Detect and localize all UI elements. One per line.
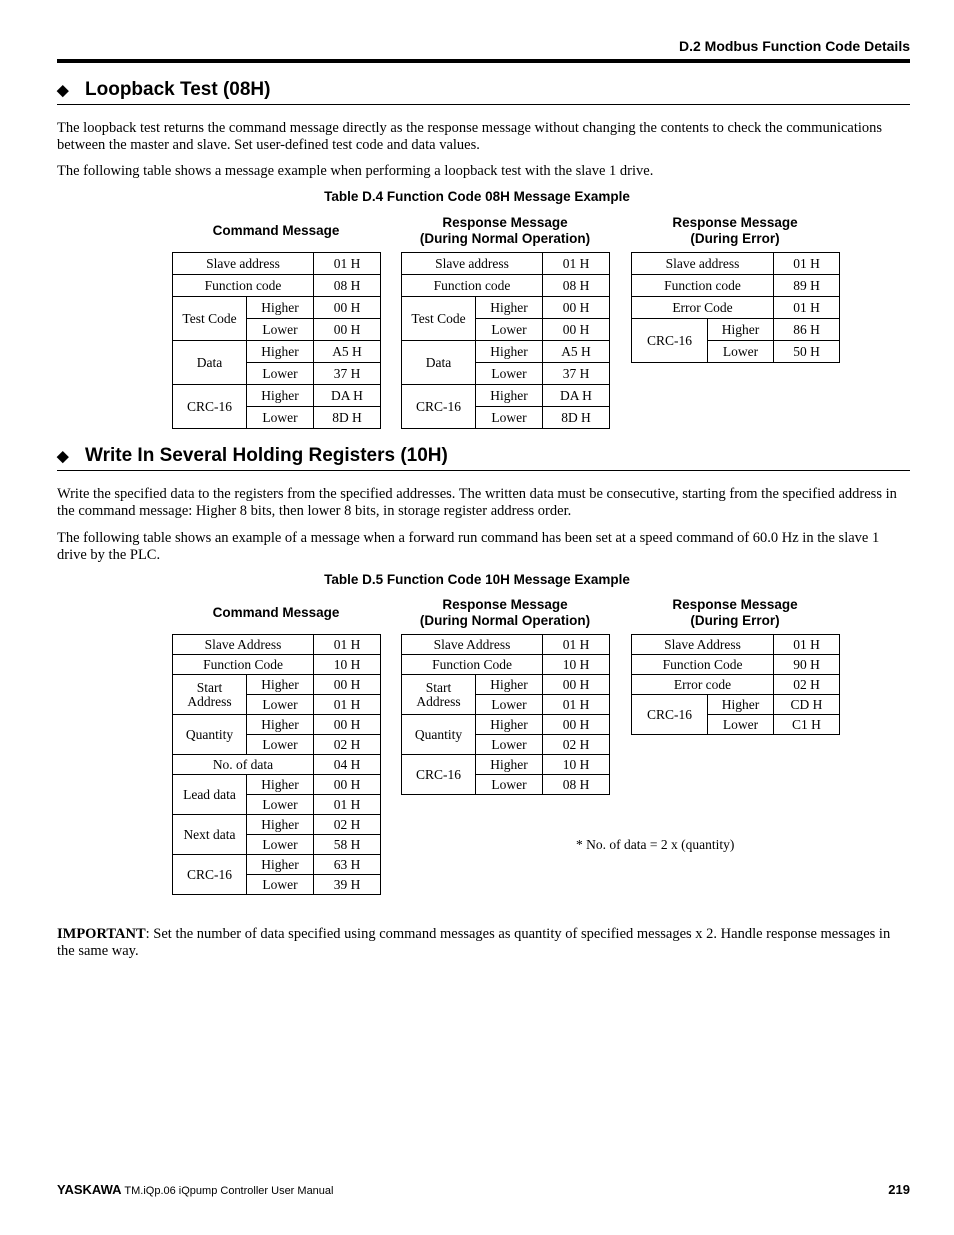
table-cell: Lower bbox=[476, 363, 543, 385]
table-cell: Lower bbox=[476, 407, 543, 429]
table-row bbox=[173, 385, 381, 407]
table-row bbox=[632, 253, 840, 275]
table-cell: Test Code bbox=[402, 297, 476, 341]
table-row bbox=[402, 675, 610, 695]
col-head-normal bbox=[401, 597, 609, 629]
table-row bbox=[402, 275, 610, 297]
table-cell: Lead data bbox=[173, 775, 247, 815]
col-head-error-line1: Response Message bbox=[672, 597, 798, 612]
table-cell: Higher bbox=[476, 675, 543, 695]
table-cell: Function code bbox=[173, 275, 314, 297]
table-row bbox=[402, 655, 610, 675]
table-cell: Start Address bbox=[173, 675, 247, 715]
table-cell: Error code bbox=[632, 675, 774, 695]
write-command-table bbox=[172, 634, 381, 895]
loopback-command-table bbox=[172, 252, 381, 429]
table-cell: Higher bbox=[476, 385, 543, 407]
table-row bbox=[632, 695, 840, 715]
table-cell: Higher bbox=[247, 385, 314, 407]
col-head-normal-line1: Response Message bbox=[442, 597, 568, 612]
table-cell: 00 H bbox=[314, 715, 381, 735]
table-cell: CD H bbox=[774, 695, 840, 715]
table-cell: Higher bbox=[476, 715, 543, 735]
table-cell: 04 H bbox=[314, 755, 381, 775]
table-row bbox=[173, 675, 381, 695]
table-cell: 89 H bbox=[774, 275, 840, 297]
table-cell: Higher bbox=[247, 815, 314, 835]
table-cell: Function code bbox=[402, 275, 543, 297]
table-cell: Slave Address bbox=[402, 635, 543, 655]
table-cell: Lower bbox=[247, 363, 314, 385]
table-cell: 00 H bbox=[314, 319, 381, 341]
table-cell: 58 H bbox=[314, 835, 381, 855]
table-cell: 00 H bbox=[543, 675, 610, 695]
table-cell: CRC-16 bbox=[402, 755, 476, 795]
table-cell: Data bbox=[173, 341, 247, 385]
table-cell: 01 H bbox=[314, 795, 381, 815]
table-cell: Function Code bbox=[173, 655, 314, 675]
running-header: D.2 Modbus Function Code Details bbox=[678, 38, 910, 54]
table-cell: 37 H bbox=[314, 363, 381, 385]
col-head-error-line2: (During Error) bbox=[690, 231, 780, 246]
loopback-paragraph-2: The following table shows a message example when performing a loopback test with the slave 1 drive. bbox=[57, 163, 654, 179]
loopback-normal-table bbox=[401, 252, 610, 429]
table-row bbox=[173, 755, 381, 775]
footer-brand: YASKAWA bbox=[57, 1182, 122, 1197]
table-cell: Slave address bbox=[632, 253, 774, 275]
write-heading-text: Write In Several Holding Registers (10H) bbox=[85, 445, 448, 466]
loopback-paragraph-1: The loopback test returns the command message directly as the response message without changing the contents to check the communications between the master and slave. Set user-defined test code and data values. bbox=[57, 120, 883, 153]
table-cell: Next data bbox=[173, 815, 247, 855]
table-row bbox=[632, 675, 840, 695]
table-cell: 63 H bbox=[314, 855, 381, 875]
table-cell: Higher bbox=[247, 855, 314, 875]
table-cell: 00 H bbox=[314, 775, 381, 795]
table-row bbox=[173, 297, 381, 319]
col-head-error-line2: (During Error) bbox=[690, 613, 780, 628]
important-text: : Set the number of data specified using command messages as quantity of specified messages x 2. Handle response messages in the same way. bbox=[57, 926, 891, 959]
table-cell: Higher bbox=[247, 715, 314, 735]
table-cell: 08 H bbox=[314, 275, 381, 297]
table-row bbox=[402, 253, 610, 275]
table-row bbox=[402, 755, 610, 775]
table-cell: 00 H bbox=[543, 715, 610, 735]
table-cell: 8D H bbox=[543, 407, 610, 429]
table-cell: 90 H bbox=[774, 655, 840, 675]
col-head-command: Command Message bbox=[212, 605, 340, 620]
table-cell: Slave Address bbox=[173, 635, 314, 655]
col-head-normal-line2: (During Normal Operation) bbox=[419, 231, 591, 246]
table-cell: No. of data bbox=[173, 755, 314, 775]
table-cell: 00 H bbox=[314, 675, 381, 695]
table-row bbox=[173, 635, 381, 655]
table-cell: Lower bbox=[247, 835, 314, 855]
col-head-normal-line1: Response Message bbox=[442, 215, 568, 230]
table-cell: 10 H bbox=[543, 655, 610, 675]
col-head-error bbox=[631, 597, 839, 629]
section-heading-loopback bbox=[57, 79, 910, 105]
table-cell: Lower bbox=[247, 875, 314, 895]
write-paragraph-2: The following table shows an example of a message when a forward run command has been set at a speed command of 60.0 Hz in the slave 1 drive by the PLC. bbox=[57, 530, 880, 563]
table-cell: C1 H bbox=[774, 715, 840, 735]
table-cell: DA H bbox=[314, 385, 381, 407]
table-row bbox=[173, 715, 381, 735]
table-row bbox=[402, 297, 610, 319]
table-row bbox=[173, 775, 381, 795]
table-cell: 50 H bbox=[774, 341, 840, 363]
table-caption-d4: Table D.4 Function Code 08H Message Example bbox=[324, 189, 630, 204]
col-head-normal bbox=[401, 215, 609, 247]
table-cell: 00 H bbox=[543, 297, 610, 319]
diamond-bullet-icon: ◆ bbox=[57, 82, 69, 99]
table-cell: 86 H bbox=[774, 319, 840, 341]
table-cell: 01 H bbox=[314, 253, 381, 275]
table-cell: Lower bbox=[247, 735, 314, 755]
table-caption-d5: Table D.5 Function Code 10H Message Example bbox=[324, 572, 630, 587]
table-cell: Higher bbox=[247, 675, 314, 695]
table-cell: 37 H bbox=[543, 363, 610, 385]
table-cell: Error Code bbox=[632, 297, 774, 319]
table-cell: Higher bbox=[476, 755, 543, 775]
table-cell: 02 H bbox=[314, 815, 381, 835]
table-cell: CRC-16 bbox=[173, 855, 247, 895]
table-cell: 01 H bbox=[774, 635, 840, 655]
page-number: 219 bbox=[888, 1182, 910, 1197]
table-cell: Test Code bbox=[173, 297, 247, 341]
table-cell: Function Code bbox=[632, 655, 774, 675]
section-heading-write bbox=[57, 445, 910, 471]
table-row bbox=[173, 275, 381, 297]
table-row bbox=[632, 297, 840, 319]
table-cell: 08 H bbox=[543, 775, 610, 795]
table-cell: 01 H bbox=[774, 297, 840, 319]
important-note bbox=[57, 926, 902, 960]
table-cell: Higher bbox=[247, 297, 314, 319]
table-cell: Slave Address bbox=[632, 635, 774, 655]
footer-manual: TM.iQp.06 iQpump Controller User Manual bbox=[121, 1185, 334, 1197]
table-row bbox=[402, 341, 610, 363]
table-cell: Lower bbox=[476, 775, 543, 795]
table-cell: CRC-16 bbox=[632, 695, 708, 735]
table-cell: CRC-16 bbox=[632, 319, 708, 363]
table-cell: Higher bbox=[476, 341, 543, 363]
table-cell: 02 H bbox=[543, 735, 610, 755]
table-cell: Lower bbox=[247, 695, 314, 715]
table-cell: Slave address bbox=[402, 253, 543, 275]
table-cell: Start Address bbox=[402, 675, 476, 715]
table-cell: Lower bbox=[247, 795, 314, 815]
col-head-error-line1: Response Message bbox=[672, 215, 798, 230]
table-row bbox=[173, 253, 381, 275]
table-cell: 01 H bbox=[314, 635, 381, 655]
table-cell: A5 H bbox=[314, 341, 381, 363]
table-cell: Lower bbox=[708, 715, 774, 735]
table-cell: Lower bbox=[708, 341, 774, 363]
table-cell: CRC-16 bbox=[173, 385, 247, 429]
table-cell: 01 H bbox=[543, 695, 610, 715]
table-cell: DA H bbox=[543, 385, 610, 407]
table-cell: 10 H bbox=[543, 755, 610, 775]
table-cell: Function code bbox=[632, 275, 774, 297]
table-cell: Data bbox=[402, 341, 476, 385]
table-cell: 02 H bbox=[314, 735, 381, 755]
table-row bbox=[173, 341, 381, 363]
table-cell: A5 H bbox=[543, 341, 610, 363]
table-cell: Lower bbox=[476, 735, 543, 755]
table-cell: Function Code bbox=[402, 655, 543, 675]
table-cell: Higher bbox=[247, 775, 314, 795]
table-row bbox=[402, 385, 610, 407]
table-cell: 8D H bbox=[314, 407, 381, 429]
table-cell: 39 H bbox=[314, 875, 381, 895]
table-cell: Lower bbox=[476, 695, 543, 715]
write-normal-table bbox=[401, 634, 610, 795]
table-cell: Slave address bbox=[173, 253, 314, 275]
table-cell: Lower bbox=[247, 407, 314, 429]
table-cell: Higher bbox=[247, 341, 314, 363]
table-cell: 02 H bbox=[774, 675, 840, 695]
table-row bbox=[632, 635, 840, 655]
table-row bbox=[632, 319, 840, 341]
important-label: IMPORTANT bbox=[57, 926, 146, 942]
table-cell: Quantity bbox=[402, 715, 476, 755]
footer-left bbox=[57, 1182, 333, 1197]
table-row bbox=[402, 715, 610, 735]
table-row bbox=[173, 855, 381, 875]
table-row bbox=[173, 815, 381, 835]
table-cell: Higher bbox=[708, 319, 774, 341]
table-cell: 10 H bbox=[314, 655, 381, 675]
table-cell: 01 H bbox=[543, 253, 610, 275]
write-paragraph-1: Write the specified data to the registers from the specified addresses. The written data must be consecutive, starting from the specified address in the command message: Higher 8 bits, then lower 8 bits, in storage register address order. bbox=[57, 486, 897, 519]
table-row bbox=[632, 655, 840, 675]
table-cell: Lower bbox=[247, 319, 314, 341]
header-rule bbox=[57, 59, 910, 63]
table-row bbox=[173, 655, 381, 675]
table-cell: 08 H bbox=[543, 275, 610, 297]
table-cell: Lower bbox=[476, 319, 543, 341]
diamond-bullet-icon: ◆ bbox=[57, 448, 69, 465]
loopback-heading-text: Loopback Test (08H) bbox=[85, 79, 271, 100]
table-row bbox=[632, 275, 840, 297]
col-head-error bbox=[631, 215, 839, 247]
loopback-error-table bbox=[631, 252, 840, 363]
table-row bbox=[402, 635, 610, 655]
table-cell: 00 H bbox=[543, 319, 610, 341]
table-cell: 01 H bbox=[543, 635, 610, 655]
table-cell: Quantity bbox=[173, 715, 247, 755]
table-cell: 01 H bbox=[314, 695, 381, 715]
write-error-table bbox=[631, 634, 840, 735]
footnote-no-of-data: * No. of data = 2 x (quantity) bbox=[576, 837, 735, 852]
table-cell: CRC-16 bbox=[402, 385, 476, 429]
table-cell: Higher bbox=[708, 695, 774, 715]
table-cell: Higher bbox=[476, 297, 543, 319]
table-cell: 01 H bbox=[774, 253, 840, 275]
table-cell: 00 H bbox=[314, 297, 381, 319]
col-head-normal-line2: (During Normal Operation) bbox=[419, 613, 591, 628]
col-head-command: Command Message bbox=[212, 223, 340, 238]
